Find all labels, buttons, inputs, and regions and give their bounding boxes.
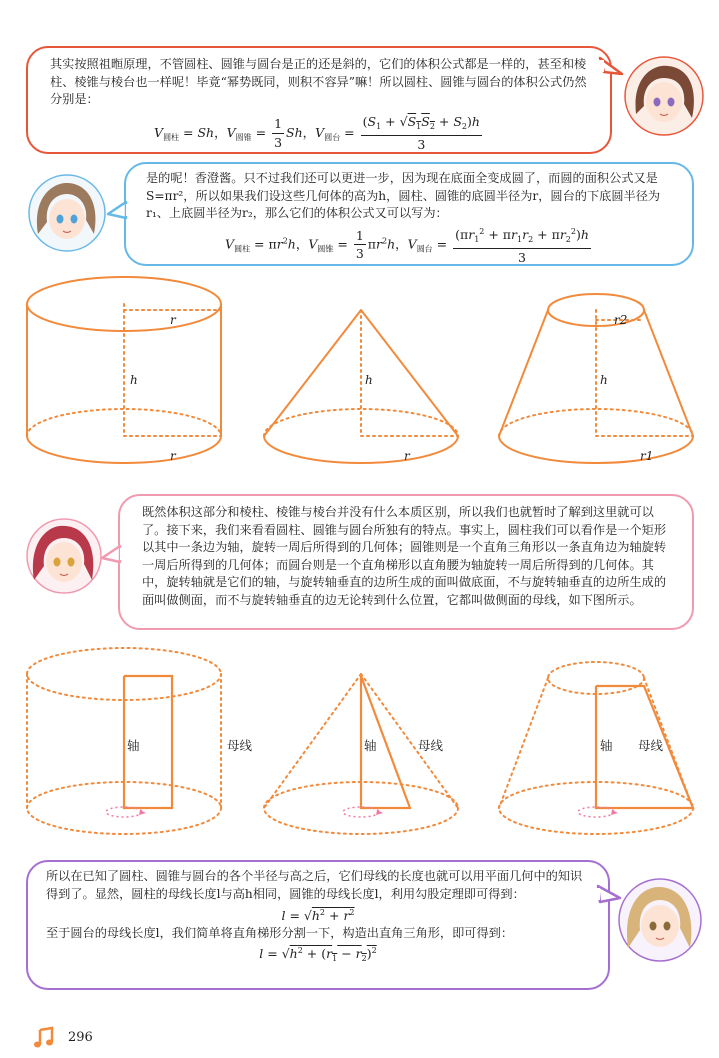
cylinder-axis-label: 轴 — [127, 738, 140, 753]
frustum-figure — [499, 294, 693, 463]
speech-bubble-2 — [124, 162, 694, 266]
avatar-ash-brown-hair-girl — [28, 174, 106, 252]
speech-bubble-4 — [26, 860, 610, 990]
rotation-figure — [0, 636, 719, 836]
cylinder-figure — [27, 277, 221, 463]
bubble-2-tail — [104, 196, 130, 226]
bubble-2-formula: $V_{圆柱} = \pi r^2h$，$V_{圆锥}$ = $\frac{1}{3}$ $\pi r^2h$，$V_{圆台}$ = $\frac{(\pi r_1^2 + \pi r_1r_2 + \pi r_2^2)h}{3}$ — [146, 223, 672, 267]
speech-bubble-3 — [118, 494, 694, 630]
bubble-4-formula-2: $l = √h^2 + (r_1 - r_2)^2$ — [259, 946, 377, 964]
cylinder-height-label: h — [130, 373, 138, 387]
avatar-red-hair-girl — [26, 518, 102, 594]
cone-generatrix-label: 母线 — [418, 738, 444, 753]
cone-height-label: h — [365, 373, 373, 387]
cone-bottom-radius-label: r — [404, 449, 410, 463]
bubble-4-text-1: 所以在已知了圆柱、圆锥与圆台的各个半径与高之后，它们母线的长度也就可以用平面几何中的知识得到了。显然，圆柱的母线长度l与高h相同，圆锥的母线长度l，利用勾股定理即可得到： — [46, 869, 583, 901]
bubble-4-text-2: 至于圆台的母线长度l，我们简单将直角梯形分割一下，构造出直角三角形，即可得到： — [46, 925, 514, 940]
cylinder-top-radius-label: r — [170, 313, 176, 327]
bubble-2-text: 是的呢！香澄酱。只不过我们还可以更进一步，因为现在底面全变成圆了，而圆的面积公式又是S=πr²，所以如果我们设这些几何体的高为h，圆柱、圆锥的底圆半径为r，圆台的下底圆半径为r₁、上底圆半径为r₂，那么它们的体积公式又可以写为： — [146, 171, 661, 220]
page-number: 296 — [68, 1030, 93, 1045]
cylinder-bottom-radius-label: r — [170, 449, 176, 463]
music-note-icon — [32, 1026, 56, 1050]
bubble-1-text: 其实按照祖暅原理，不管圆柱、圆锥与圆台是正的还是斜的，它们的体积公式都是一样的，甚至和棱柱、棱锥与棱台也一样呢！毕竟“幂势既同，则积不容异”嘛！所以圆柱、圆锥与圆台的体积公式仍然分别是： — [50, 57, 587, 106]
bubble-3-text: 既然体积这部分和棱柱、棱锥与棱台并没有什么本质区别，所以我们也就暂时了解到这里就可以了。接下来，我们来看看圆柱、圆锥与圆台所独有的特点。事实上，圆柱我们可以看作是一个矩形以其中一条边为轴，旋转一周后所得到的几何体；圆锥则是一个直角三角形以一条直角边为轴旋转一周后所得到的几何体；而圆台则是一个直角梯形以直角腰为轴旋转一周后所得到的几何体。其中，旋转轴就是它们的轴，与旋转轴垂直的边所生成的面叫做底面，不与旋转轴垂直的边所生成的面叫做侧面，而不与旋转轴垂直的边无论转到什么位置，它都叫做侧面的母线，如下图所示。 — [142, 505, 667, 607]
bubble-1-formula: $V_{圆柱} = Sh$，$V_{圆锥}$ = $\frac{1}{3}$ Sh，$V_{圆台}$ = $\frac{(S_1 + √S_1S_2 + S_2)h}{3}$ — [154, 113, 480, 152]
bubble-4-formula-1: $l = √h^2 + r^2$ — [281, 908, 355, 924]
cylinder-generatrix-label: 母线 — [227, 738, 253, 753]
frustum-top-radius-label: r2 — [614, 313, 628, 327]
cone-figure — [264, 310, 458, 463]
frustum-height-label: h — [600, 373, 608, 387]
solids-figure — [0, 270, 719, 500]
avatar-blonde-hair-girl — [618, 878, 702, 962]
frustum-axis-label: 轴 — [600, 738, 613, 753]
avatar-brown-hair-girl — [624, 56, 704, 136]
cone-axis-label: 轴 — [364, 738, 377, 753]
frustum-generatrix-label: 母线 — [638, 738, 664, 753]
bubble-1-tail — [596, 52, 626, 82]
speech-bubble-1 — [26, 46, 612, 154]
frustum-bottom-radius-label: r1 — [640, 449, 654, 463]
